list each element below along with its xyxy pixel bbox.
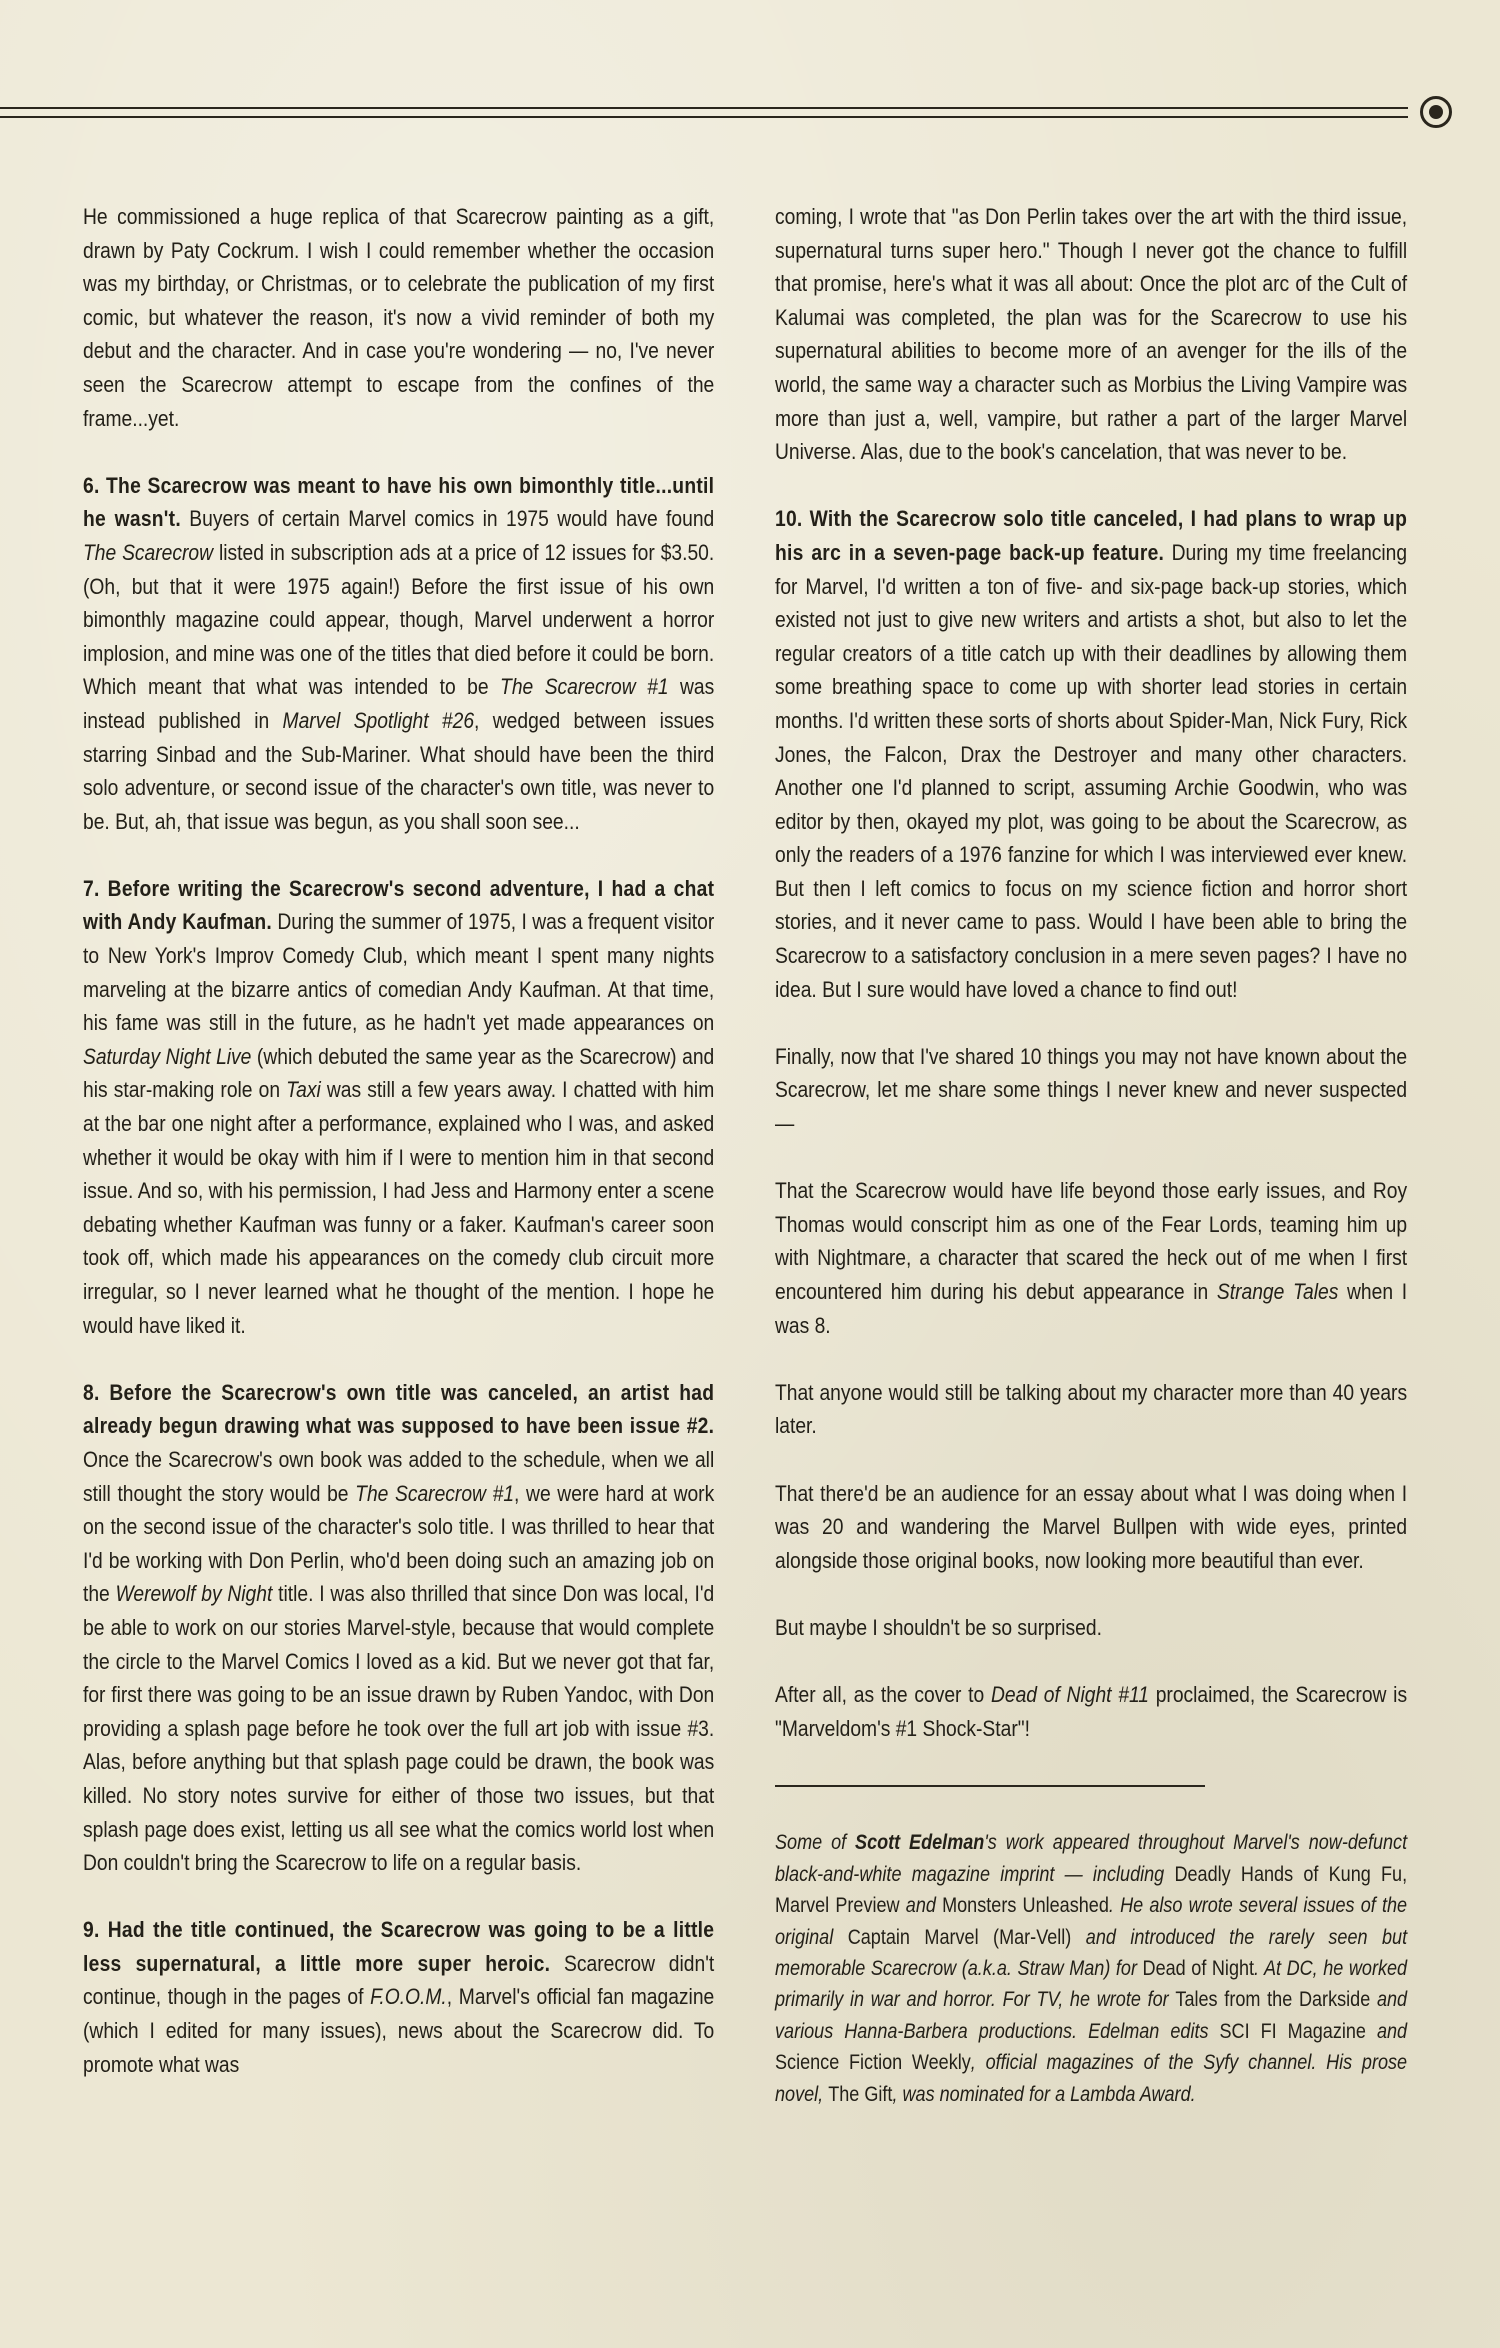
body-text: when I was 8.	[775, 1279, 1408, 1338]
body-text: Once the Scarecrow's own book was added to the schedule, when we all still thought the story would be	[83, 1446, 715, 1506]
bio-text: and	[899, 1894, 943, 1918]
body-text: During the summer of 1975, I was a frequent visitor to New York's Improv Comedy Club, which meant I spent many nights marveling at the bizarre antics of comedian Andy Kaufman. At that time, his fame was still in the future, as he hadn't yet made appearances on	[83, 909, 715, 1036]
cover-quote-paragraph	[775, 1678, 1407, 1745]
bio-text: , official magazines of the Syfy channel. His prose novel,	[775, 2051, 1408, 2106]
author-name: Scott Edelman	[855, 1831, 985, 1855]
body-text: proclaimed, the Scarecrow is "Marveldom's #1 Shock-Star"!	[775, 1682, 1408, 1741]
top-rule	[0, 104, 1430, 124]
title-reference: Dead of Night	[1142, 1956, 1255, 1980]
top-rule-line	[0, 116, 1408, 118]
item-8-heading: 8. Before the Scarecrow's own title was canceled, an artist had already begun drawing what was supposed to have been issue #2.	[83, 1379, 715, 1439]
bio-text: Some of	[775, 1831, 856, 1855]
left-column	[83, 200, 714, 2115]
item-10-paragraph	[775, 502, 1407, 1006]
body-text: That the Scarecrow would have life beyond those early issues, and Roy Thomas would conscript him as one of the Fear Lords, teaming him up with Nightmare, a character that scared the heck out of me when I first encountered him during his debut appearance in	[775, 1178, 1408, 1304]
continuation-paragraph: coming, I wrote that "as Don Perlin takes over the art with the third issue, supernatural turns super hero." Though I never got the chance to fulfill that promise, here's what it was all about: Once the plot arc of the Cult of Kalumai was completed, the plan was for the Scarecrow to use his supernatural abilities to become more of an avenger for the ills of the world, the same way a character such as Morbius the Living Vampire was more than just a, well, vampire, but rather a part of the larger Marvel Universe. Alas, due to the book's cancelation, that was never to be.	[775, 204, 1408, 465]
surprised-paragraph: But maybe I shouldn't be so surprised.	[775, 1614, 1102, 1640]
body-text: title. I was also thrilled that since Don was local, I'd be able to work on our stories Marvel-style, because that would complete the circle to the Marvel Comics I loved as a kid. But we never got that far, for first there was going to be an issue drawn by Ruben Yandoc, with Don providing a splash page before he took over the full art job with issue #3. Alas, before anything but that splash page could be drawn, the book was killed. No story notes survive for either of those two issues, but that splash page does exist, letting us all see what the comics world lost when Don couldn't bring the Scarecrow to life on a regular basis.	[83, 1581, 715, 1876]
bio-text: . At DC, he worked primarily in war and horror. For TV, he wrote for	[775, 1956, 1408, 2012]
item-7-paragraph	[83, 872, 714, 1342]
title-reference: Science Fiction Weekly	[775, 2051, 971, 2075]
life-beyond-paragraph	[775, 1174, 1407, 1342]
title-reference: The Gift	[828, 2082, 893, 2106]
body-text: Buyers of certain Marvel comics in 1975 would have found	[180, 506, 715, 532]
body-text: After all, as the cover to	[775, 1682, 991, 1708]
body-text: (which debuted the same year as the Scarecrow) and his star-making role on	[83, 1043, 715, 1103]
item-7-heading: 7. Before writing the Scarecrow's second adventure, I had a chat with Andy Kaufman.	[83, 875, 715, 935]
body-text: , we were hard at work on the second issue of the character's solo title. I was thrilled to hear that I'd be working with Don Perlin, who'd been doing such an amazing job on the	[83, 1480, 715, 1607]
title-reference: The Scarecrow #1	[355, 1480, 515, 1506]
title-reference: The Scarecrow #1	[500, 674, 669, 700]
title-reference: SCI FI Magazine	[1219, 2019, 1366, 2043]
item-6-heading: 6. The Scarecrow was meant to have his own bimonthly title...until he wasn't.	[83, 472, 715, 532]
audience-paragraph: That there'd be an audience for an essay about what I was doing when I was 20 and wandering the Marvel Bullpen with wide eyes, printed alongside those original books, now looking more beautiful than ever.	[775, 1480, 1408, 1573]
title-reference: Strange Tales	[1216, 1279, 1339, 1304]
bio-text: and introduced the rarely seen but memorable Scarecrow (a.k.a. Straw Man) for	[775, 1925, 1408, 1980]
title-reference: F.O.O.M.	[370, 1984, 447, 2010]
item-6-paragraph	[83, 469, 714, 839]
body-text: Scarecrow didn't continue, though in the pages of	[83, 1950, 715, 2010]
title-reference: Werewolf by Night	[115, 1581, 273, 1607]
top-rule-line	[0, 107, 1408, 109]
title-reference: Captain Marvel (Mar-Vell)	[847, 1925, 1072, 1949]
intro-paragraph: He commissioned a huge replica of that Scarecrow painting as a gift, drawn by Paty Cockrum. I wish I could remember whether the occasion was my birthday, or Christmas, or to celebrate the publication of my first comic, but whatever the reason, it's now a vivid reminder of both my debut and the character. And in case you're wondering — no, I've never seen the Scarecrow attempt to escape from the confines of the frame...yet.	[83, 204, 715, 431]
item-10-heading: 10. With the Scarecrow solo title canceled, I had plans to wrap up his arc in a seven-page back-up feature.	[775, 506, 1408, 565]
finally-paragraph: Finally, now that I've shared 10 things you may not have known about the Scarecrow, let me share some things I never knew and never suspected —	[775, 1043, 1408, 1137]
item-9-paragraph	[83, 1913, 714, 2081]
title-reference: The Scarecrow	[83, 539, 214, 565]
bio-text: and	[1365, 2019, 1408, 2043]
body-text: During my time freelancing for Marvel, I'd written a ton of five- and six-page back-up stories, which existed not just to give new writers and artists a shot, but also to let the regular creators of a title catch up with their deadlines by allowing them some breathing space to come up with shorter lead stories in certain months. I'd written these sorts of shorts about Spider-Man, Nick Fury, Rick Jones, the Falcon, Drax the Destroyer and many other characters. Another one I'd planned to script, assuming Archie Goodwin, who was editor by then, okayed my plot, was going to be about the Scarecrow, as only the readers of a 1976 fanzine for which I was interviewed ever knew. But then I left comics to focus on my science fiction and horror short stories, and it never came to pass. Would I have been able to bring the Scarecrow to a satisfactory conclusion in a mere seven pages? I have no idea. But I sure would have loved a chance to find out!	[775, 539, 1408, 1002]
bio-text: 's work appeared throughout Marvel's now-defunct black-and-white magazine imprint — including	[775, 1831, 1408, 1886]
title-reference: Tales from the Darkside	[1175, 1988, 1371, 2012]
title-reference: Taxi	[286, 1077, 321, 1103]
item-8-paragraph	[83, 1376, 714, 1880]
right-column	[775, 200, 1407, 2144]
title-reference: Marvel Spotlight #26	[282, 707, 475, 733]
bio-divider	[775, 1785, 1205, 1787]
title-reference: Dead of Night #11	[990, 1682, 1149, 1708]
author-bio	[775, 1827, 1407, 2110]
title-reference: Deadly Hands of Kung Fu, Marvel Preview	[775, 1862, 1408, 1918]
body-text: was instead published in	[83, 674, 715, 733]
body-text: , wedged between issues starring Sinbad and the Sub-Mariner. What should have been the third solo adventure, or second issue of the character's own title, was never to be. But, ah, that issue was begun, as you shall soon see...	[83, 707, 715, 834]
item-9-heading: 9. Had the title continued, the Scarecrow was going to be a little less supernatural, a little more super heroic.	[83, 1917, 715, 1976]
body-text: , Marvel's official fan magazine (which I edited for many issues), news about the Scarecrow did. To promote what was	[83, 1984, 715, 2077]
bio-text: . He also wrote several issues of the original	[775, 1894, 1408, 1949]
bio-text: and various Hanna-Barbera productions. Edelman edits	[775, 1988, 1408, 2043]
title-reference: Saturday Night Live	[83, 1043, 252, 1069]
bio-text: , was nominated for a Lambda Award.	[892, 2082, 1196, 2106]
still-talking-paragraph: That anyone would still be talking about my character more than 40 years later.	[775, 1379, 1408, 1439]
body-text: was still a few years away. I chatted with him at the bar one night after a performance, explained who I was, and asked whether it would be okay with him if I were to mention him in that second issue. And so, with his permission, I had Jess and Harmony enter a scene debating whether Kaufman was funny or a faker. Kaufman's career soon took off, which made his appearances on the comedy club circuit more irregular, so I never learned what he thought of the mention. I hope he would have liked it.	[83, 1077, 715, 1338]
title-reference: Monsters Unleashed	[942, 1894, 1109, 1918]
rule-end-ornament-icon	[1420, 96, 1452, 128]
body-text: listed in subscription ads at a price of 12 issues for $3.50. (Oh, but that it were 1975 again!) Before the first issue of his own bimonthly magazine could appear, though, Marvel underwent a horror implosion, and mine was one of the titles that died before it could be born. Which meant that what was intended to be	[83, 539, 715, 700]
